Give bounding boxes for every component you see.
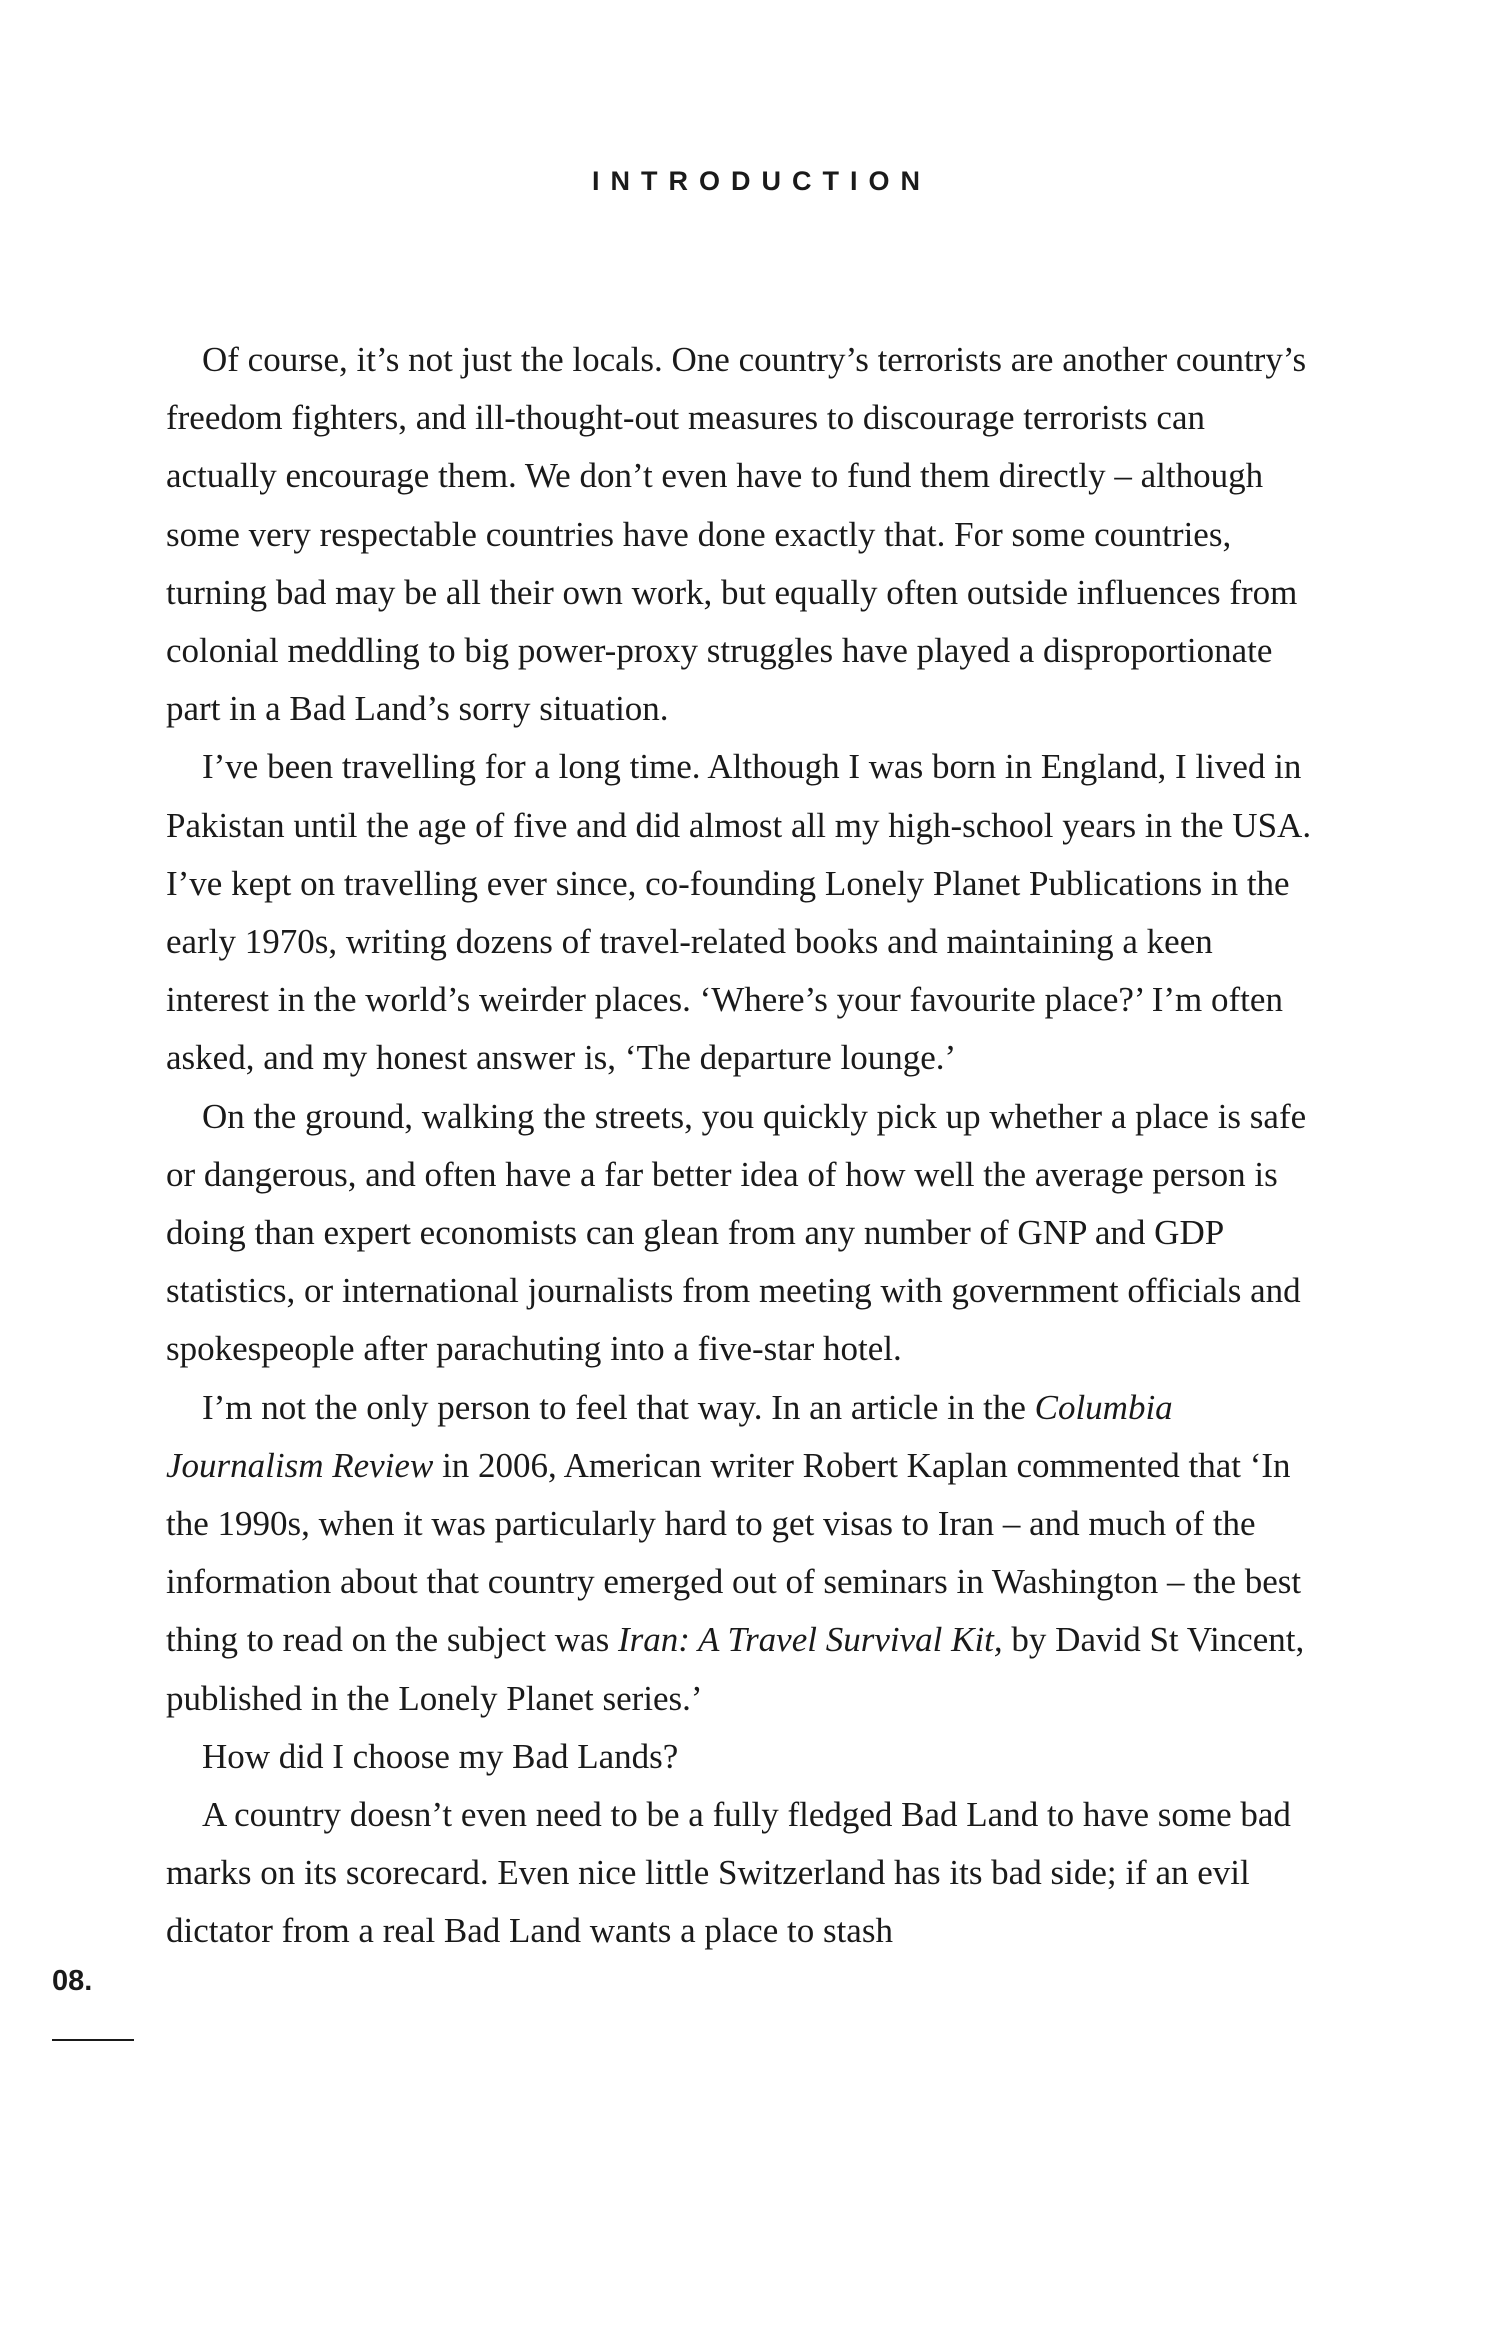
page-number-rule xyxy=(52,2039,134,2041)
paragraph: I’ve been travelling for a long time. Although I was born in England, I lived in Pakistan until the age of five and did almost all my high-school years in the USA. I’ve kept on travelling ever since, co-founding Lonely Planet Publications in the early 1970s, writing dozens of travel-related books and maintaining a keen interest in the world’s weirder places. ‘Where’s your favourite place?’ I’m often asked, and my honest answer is, ‘The departure lounge.’ xyxy=(166,747,1312,1078)
paragraph xyxy=(166,1379,1316,1728)
page-number: 08. xyxy=(52,1965,93,1997)
paragraph: Of course, it’s not just the locals. One country’s terrorists are another country’s freedom fighters, and ill-thought-out measures to discourage terrorists can actually encourage them. We don’t even have to fund them directly – although some very respectable countries have done exactly that. For some countries, turning bad may be all their own work, but equally often outside influences from colonial meddling to big power-proxy struggles have played a disproportionate part in a Bad Land’s sorry situation. xyxy=(166,340,1307,729)
publication-title: Columbia Journalism Review xyxy=(166,1387,1173,1485)
paragraph-text: I’m not the only person to feel that way. In an article in the xyxy=(202,1387,1035,1427)
paragraph: On the ground, walking the streets, you quickly pick up whether a place is safe or dangerous, and often have a far better idea of how well the average person is doing than expert economists can glean from any number of GNP and GDP statistics, or international journalists from meeting with government officials and spokespeople after parachuting into a five-star hotel. xyxy=(166,1096,1307,1369)
paragraph: How did I choose my Bad Lands? xyxy=(202,1736,679,1776)
paragraph-text: by David St Vincent, published in the Lonely Planet series.’ xyxy=(166,1620,1305,1718)
body-text xyxy=(166,331,1316,1961)
running-head: INTRODUCTION xyxy=(592,166,931,196)
paragraph: A country doesn’t even need to be a fully fledged Bad Land to have some bad marks on its scorecard. Even nice little Switzerland has its bad side; if an evil dictator from a real Bad Land wants a place to stash xyxy=(166,1795,1291,1951)
paragraph-text: in 2006, American writer Robert Kaplan commented that ‘In the 1990s, when it was particularly hard to get visas to Iran – and much of the information about that country emerged out of seminars in Washington – the best thing to read on the subject was xyxy=(166,1445,1302,1660)
book-title: Iran: A Travel Survival Kit, xyxy=(617,1620,1003,1660)
